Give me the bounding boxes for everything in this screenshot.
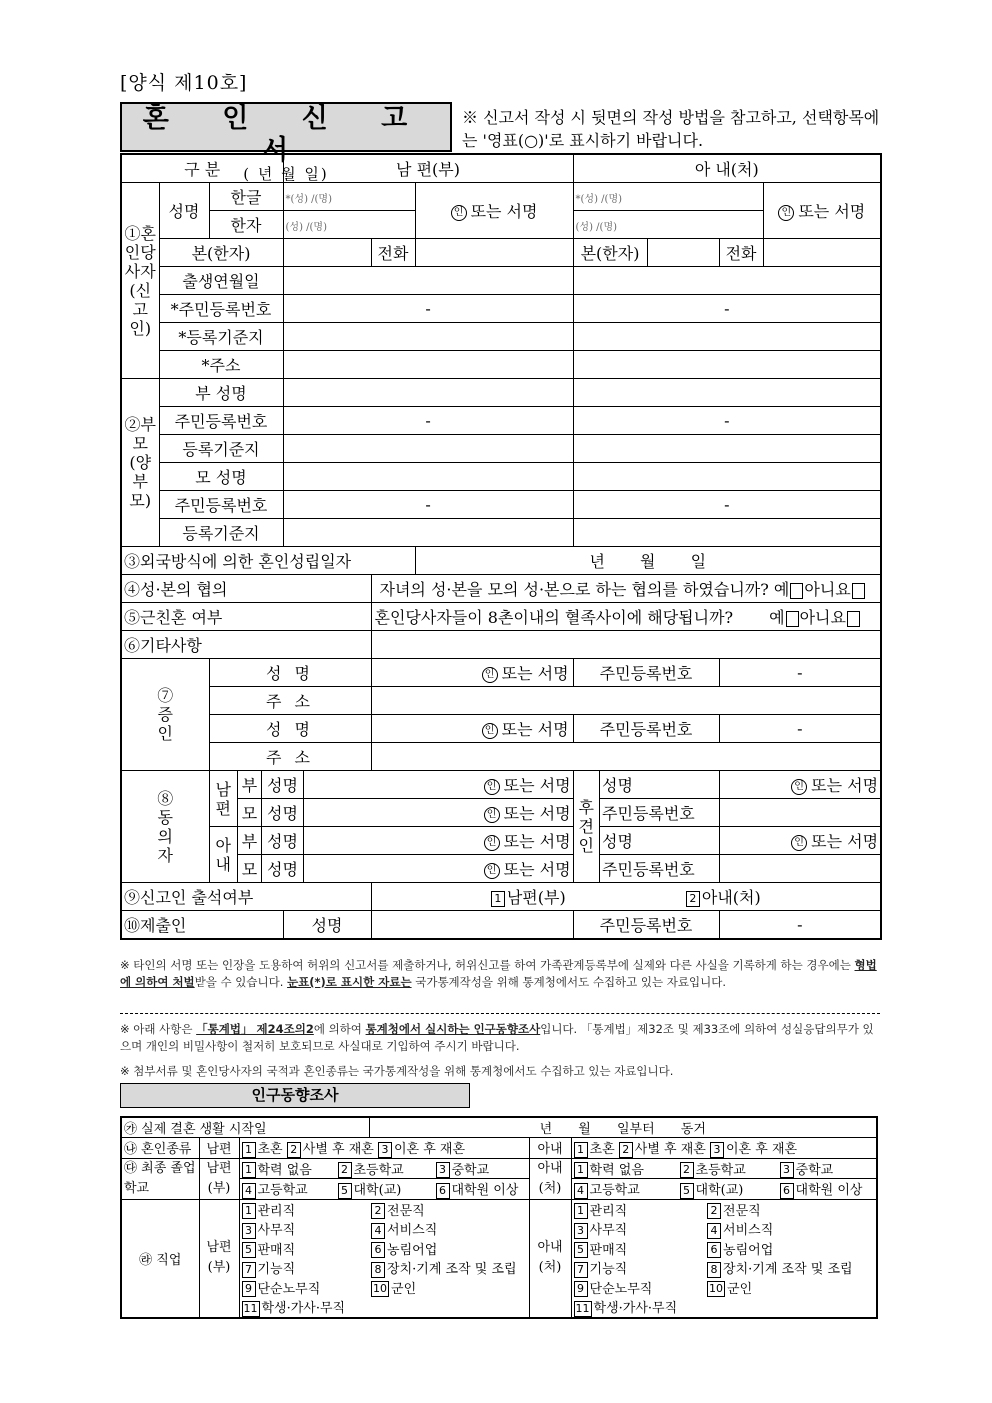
survey-b-wife: 아내 (529, 1138, 571, 1159)
wife-reg-field[interactable] (573, 323, 881, 351)
hanja-label: 한자 (209, 211, 283, 239)
survey-table (120, 1116, 878, 1319)
witness1-addr-label: 주 소 (209, 687, 371, 715)
husband-seal[interactable]: 인 또는 서명 (415, 183, 573, 239)
survey-b-husband: 남편 (199, 1138, 239, 1159)
wife-phone-field[interactable] (763, 239, 881, 267)
attendance-options: 1 남편(부) 2 아내(처) (371, 883, 881, 911)
header-wife: 아 내(처) (573, 154, 881, 183)
wife-bon-label: 본(한자) (573, 239, 647, 267)
guardian1-rrn-label: 주민등록번호 (600, 799, 720, 827)
rrn-label: *주민등록번호 (159, 295, 283, 323)
other-matters-field[interactable] (371, 631, 881, 659)
job-w-1[interactable]: 1 관리직 (571, 1199, 705, 1219)
consanguinity-yes-checkbox[interactable] (786, 611, 799, 627)
section1-label: ①혼인당사자(신고인) (121, 183, 159, 379)
job-h-5[interactable]: 5 판매직 (239, 1239, 369, 1259)
birth-label: 출생연월일 (159, 267, 283, 295)
father-name-label: 부 성명 (159, 379, 283, 407)
wife-rrn-field[interactable]: - (573, 295, 881, 323)
section2-label: ②부모(양부모) (121, 379, 159, 547)
guardian2-rrn-label: 주민등록번호 (600, 855, 720, 883)
witness2-rrn-field[interactable]: - (719, 715, 881, 743)
husband-hangul-field[interactable]: *(성) /(명) (283, 183, 415, 211)
witness1-rrn-field[interactable]: - (719, 659, 881, 687)
wife-mother-name-field[interactable] (573, 463, 881, 491)
survey-c-husband-row2[interactable]: 4 고등학교 5 대학(교) 6 대학원 이상 (239, 1179, 529, 1200)
reg-label: *등록기준지 (159, 323, 283, 351)
wife-seal[interactable]: 인 또는 서명 (763, 183, 881, 239)
surname-agreement-yes-checkbox[interactable] (790, 583, 803, 599)
header-husband: 남 편(부) (283, 154, 573, 183)
name-label: 성명 (159, 183, 209, 239)
job-h-9[interactable]: 9 단순노무직 (239, 1278, 369, 1298)
consanguinity-question: 혼인당사자들이 8촌이내의 혈족사이에 해당됩니까? 예 아니요 (371, 603, 881, 631)
guardian2-name-field[interactable]: 인 또는 서명 (720, 827, 881, 855)
consanguinity-no-checkbox[interactable] (847, 611, 860, 627)
witness2-addr-field[interactable] (371, 743, 881, 771)
husband-mother-rrn-field[interactable]: - (283, 491, 573, 519)
note-1: ※ 타인의 서명 또는 인장을 도용하여 허위의 신고서를 제출하거나, 허위신고를 하여 가족관계등록부에 실제와 다른 사실을 기록하게 하는 경우에는 형법에 의하여 처벌받을 수 있습니다. 눈표(*)로 표시한 자료는 국가통계작성을 위해 통계청에서도 수집하고 있는 자료입니다. (120, 958, 877, 989)
note-2: ※ 아래 사항은 「통계법」 제24조의2에 의하여 통계청에서 실시하는 인구동향조사입니다. 「통계법」제32조 및 제33조에 의하여 성실응답의무가 있으며 개인의 비밀사항이 철저히 보호되므로 사실대로 기입하여 주시기 바랍니다. (120, 1022, 874, 1053)
consent-husband-label: 남편 (210, 771, 238, 827)
survey-d-label: ㉱ 직업 (121, 1199, 199, 1318)
consent-h-father-label: 부 (238, 771, 262, 799)
witness1-name-label: 성 명 (209, 659, 371, 687)
consent-h-mother-label: 모 (238, 799, 262, 827)
wife-hangul-field[interactable]: *(성) /(명) (573, 183, 763, 211)
consent-w-father-label: 부 (238, 827, 262, 855)
survey-c-wife: 아내(처) (529, 1158, 571, 1199)
husband-rrn-field[interactable]: - (283, 295, 573, 323)
section8-label: ⑧동의자 (121, 771, 209, 883)
job-w-10[interactable]: 10 군인 (709, 1281, 753, 1297)
father-reg-label: 등록기준지 (159, 435, 283, 463)
witness2-name-label: 성 명 (209, 715, 371, 743)
survey-d-wife: 아내(처) (529, 1199, 571, 1318)
section7-label: ⑦증인 (121, 659, 209, 771)
header-gubun: 구 분 (121, 154, 283, 183)
survey-b-label: ㉯ 혼인종류 (121, 1138, 199, 1159)
job-w-7[interactable]: 7 기능직 (571, 1258, 705, 1278)
survey-c-husband-row1[interactable]: 1 학력 없음 2 초등학교 3 중학교 (239, 1158, 529, 1179)
husband-father-reg-field[interactable] (283, 435, 573, 463)
note-3: ※ 첨부서류 및 혼인당사자의 국적과 혼인종류는 국가통계작성을 위해 통계청에서도 수집하고 있는 자료입니다. (120, 1064, 674, 1078)
husband-bon-field[interactable] (283, 239, 371, 267)
job-w-2[interactable]: 2 전문직 (705, 1199, 877, 1219)
job-h-3[interactable]: 3 사무직 (239, 1219, 369, 1239)
job-h-8[interactable]: 8 장치·기계 조작 및 조립 (369, 1258, 529, 1278)
wife-addr-field[interactable] (573, 351, 881, 379)
wife-mother-reg-field[interactable] (573, 519, 881, 547)
survey-c-label: ㉰ 최종 졸업학교 (121, 1158, 199, 1199)
section4-label: ④성·본의 협의 (121, 575, 371, 603)
wife-hanja-field[interactable]: (성) /(명) (573, 211, 763, 239)
title-date: ( 년 월 일) (243, 165, 329, 183)
husband-father-name-field[interactable] (283, 379, 573, 407)
husband-birth-field[interactable] (283, 267, 573, 295)
attendance-opt2-box[interactable]: 2 (686, 891, 700, 907)
submitter-name-field[interactable] (371, 911, 573, 940)
husband-mother-name-field[interactable] (283, 463, 573, 491)
witness2-rrn-label: 주민등록번호 (573, 715, 719, 743)
job-w-6[interactable]: 6 농림어업 (705, 1239, 877, 1259)
husband-mother-reg-field[interactable] (283, 519, 573, 547)
attendance-opt1-box[interactable]: 1 (491, 891, 505, 907)
husband-reg-field[interactable] (283, 323, 573, 351)
witness1-name-field[interactable]: 인 또는 서명 (371, 659, 573, 687)
submitter-rrn-label: 주민등록번호 (573, 911, 719, 940)
guardian-label: 후견인 (574, 771, 600, 882)
form-number: [양식 제10호] (120, 72, 248, 94)
job-h-1[interactable]: 1 관리직 (239, 1199, 369, 1219)
job-w-3[interactable]: 3 사무직 (571, 1219, 705, 1239)
guardian-block (573, 771, 881, 883)
marriage-report-table (120, 153, 882, 940)
husband-hanja-field[interactable]: (성) /(명) (283, 211, 415, 239)
husband-phone-field[interactable] (415, 239, 573, 267)
divider-dashed (120, 1013, 880, 1014)
guardian2-rrn-field[interactable] (720, 855, 881, 883)
job-h-2[interactable]: 2 전문직 (369, 1199, 529, 1219)
father-rrn-label: 주민등록번호 (159, 407, 283, 435)
mother-name-label: 모 성명 (159, 463, 283, 491)
job-w-5[interactable]: 5 판매직 (571, 1239, 705, 1259)
job-w-4[interactable]: 4 서비스직 (705, 1219, 877, 1239)
wife-father-rrn-field[interactable]: - (573, 407, 881, 435)
survey-a-label: ㉮ 실제 결혼 생활 시작일 (121, 1117, 369, 1138)
consent-w-mother-field[interactable]: 인 또는 서명 (304, 855, 573, 883)
husband-addr-field[interactable] (283, 351, 573, 379)
consent-h-father-field[interactable]: 인 또는 서명 (304, 771, 573, 799)
guardian1-rrn-field[interactable] (720, 799, 881, 827)
wife-father-reg-field[interactable] (573, 435, 881, 463)
survey-c-wife-row2[interactable]: 4 고등학교 5 대학(교) 6 대학원 이상 (571, 1179, 877, 1200)
job-w-11[interactable]: 11 학생·가사·무직 (571, 1297, 705, 1318)
foreign-marriage-date-field[interactable]: 년 월 일 (415, 547, 881, 575)
witness2-name-field[interactable]: 인 또는 서명 (371, 715, 573, 743)
wife-phone-label: 전화 (719, 239, 763, 267)
survey-b-wife-options[interactable]: 1 초혼 2 사별 후 재혼 3 이혼 후 재혼 (571, 1138, 877, 1159)
guardian2-name-label: 성명 (600, 827, 720, 855)
survey-c-husband: 남편(부) (199, 1158, 239, 1199)
guardian1-name-label: 성명 (600, 771, 720, 799)
survey-c-wife-row1[interactable]: 1 학력 없음 2 초등학교 3 중학교 (571, 1158, 877, 1179)
witness2-addr-label: 주 소 (209, 743, 371, 771)
consent-h-father-name-label: 성명 (262, 771, 304, 799)
consent-wife-label: 아내 (210, 827, 238, 883)
witness1-addr-field[interactable] (371, 687, 881, 715)
top-note: ※ 신고서 작성 시 뒷면의 작성 방법을 참고하고, 선택항목에는 '영표(○)'로 표시하기 바랍니다. (462, 108, 880, 150)
consenter-left-block (209, 771, 573, 883)
consent-w-father-name-label: 성명 (262, 827, 304, 855)
mother-rrn-label: 주민등록번호 (159, 491, 283, 519)
addr-label: *주소 (159, 351, 283, 379)
section9-label: ⑨신고인 출석여부 (121, 883, 371, 911)
job-h-6[interactable]: 6 농림어업 (369, 1239, 529, 1259)
job-h-4[interactable]: 4 서비스직 (369, 1219, 529, 1239)
section3-label: ③외국방식에 의한 혼인성립일자 (121, 547, 415, 575)
wife-father-name-field[interactable] (573, 379, 881, 407)
survey-b-husband-options[interactable]: 1 초혼 2 사별 후 재혼 3 이혼 후 재혼 (239, 1138, 529, 1159)
hangul-label: 한글 (209, 183, 283, 211)
mother-reg-label: 등록기준지 (159, 519, 283, 547)
surname-agreement-no-checkbox[interactable] (852, 583, 865, 599)
surname-agreement-question: 자녀의 성·본을 모의 성·본으로 하는 협의를 하였습니까? 예 아니요 (371, 575, 881, 603)
job-h-10[interactable]: 10 군인 (369, 1278, 529, 1298)
page-title: 혼 인 신 고 서 (142, 103, 430, 166)
section6-label: ⑥기타사항 (121, 631, 371, 659)
husband-father-rrn-field[interactable]: - (283, 407, 573, 435)
consent-w-mother-label: 모 (238, 855, 262, 883)
guardian1-name-field[interactable]: 인 또는 서명 (720, 771, 881, 799)
submitter-rrn-field[interactable]: - (719, 911, 881, 940)
survey-title: 인구동향조사 (120, 1083, 470, 1108)
job-w-9[interactable]: 9 단순노무직 (571, 1278, 705, 1298)
husband-phone-label: 전화 (371, 239, 415, 267)
consent-h-mother-field[interactable]: 인 또는 서명 (304, 799, 573, 827)
job-h-7[interactable]: 7 기능직 (239, 1258, 369, 1278)
section10-label: ⑩제출인 (121, 911, 283, 940)
survey-a-date[interactable]: 년 월 일부터 동거 (369, 1117, 877, 1138)
wife-birth-field[interactable] (573, 267, 881, 295)
section5-label: ⑤근친혼 여부 (121, 603, 371, 631)
job-h-11[interactable]: 11 학생·가사·무직 (239, 1297, 369, 1318)
witness1-rrn-label: 주민등록번호 (573, 659, 719, 687)
wife-bon-field[interactable] (647, 239, 719, 267)
survey-d-husband: 남편(부) (199, 1199, 239, 1318)
consent-h-mother-name-label: 성명 (262, 799, 304, 827)
wife-mother-rrn-field[interactable]: - (573, 491, 881, 519)
bon-label: 본(한자) (159, 239, 283, 267)
consent-w-mother-name-label: 성명 (262, 855, 304, 883)
consent-w-father-field[interactable]: 인 또는 서명 (304, 827, 573, 855)
submitter-name-label: 성명 (283, 911, 371, 940)
job-w-8[interactable]: 8 장치·기계 조작 및 조립 (705, 1258, 877, 1278)
